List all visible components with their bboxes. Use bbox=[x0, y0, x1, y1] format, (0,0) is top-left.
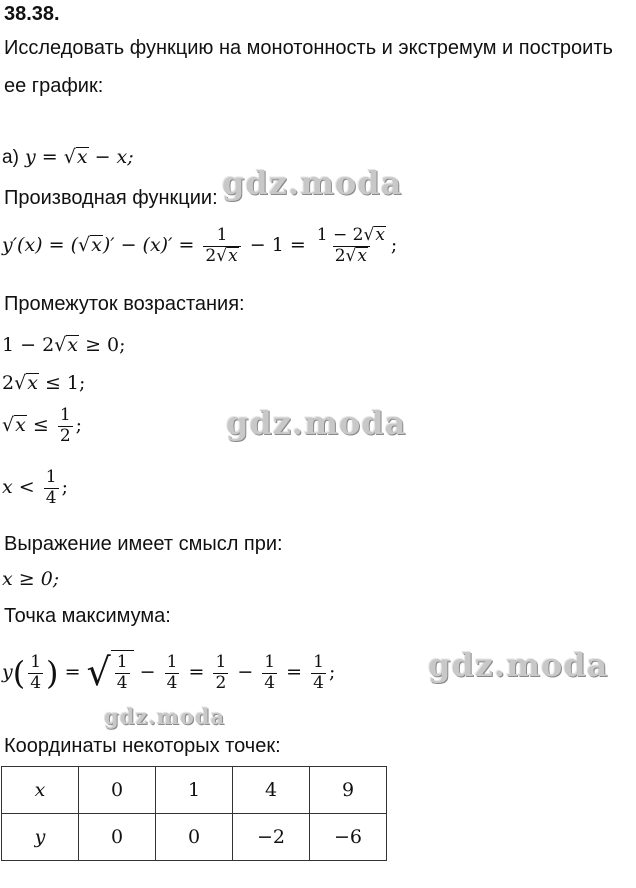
derivative-mid: )′ − (x)′ = bbox=[102, 234, 195, 257]
table-cell: 0 bbox=[79, 767, 156, 814]
derivative-sqrt-x: x bbox=[91, 234, 102, 257]
table-cell: −6 bbox=[310, 814, 387, 861]
sqrt-x: √x bbox=[63, 146, 88, 168]
task-number: 38.38. bbox=[4, 3, 60, 25]
inequality-4: x < $\frac{1}{4}$ ; bbox=[2, 467, 68, 508]
table-cell: 9 bbox=[310, 767, 387, 814]
inequality-3: √x ≤ $\frac{1}{2}$ ; bbox=[2, 405, 83, 446]
equals-sign: = bbox=[41, 146, 58, 168]
table-cell: 0 bbox=[79, 814, 156, 861]
fraction-result: $\frac{1 - 2√x}{2√x}$ bbox=[316, 225, 385, 266]
watermark: gdz.moda bbox=[226, 404, 407, 442]
task-statement-line2: ее график: bbox=[4, 75, 104, 97]
increase-heading: Промежуток возрастания: bbox=[4, 293, 245, 315]
fraction-1-over-2sqrtx: $\frac{1}{2√x}$ bbox=[203, 226, 240, 266]
minus-one: − 1 = bbox=[249, 234, 306, 257]
function-definition bbox=[2, 146, 134, 170]
domain-heading: Выражение имеет смысл при: bbox=[4, 533, 283, 555]
watermark: gdz.moda bbox=[222, 164, 403, 202]
table-cell-x-label: x bbox=[2, 767, 79, 814]
maximum-heading: Точка максимума: bbox=[4, 605, 171, 627]
derivative-heading: Производная функции: bbox=[4, 187, 218, 209]
coordinates-table bbox=[1, 766, 387, 861]
table-cell: 0 bbox=[156, 814, 233, 861]
domain-condition: x ≥ 0; bbox=[2, 568, 60, 590]
part-label: а) bbox=[2, 147, 19, 168]
table-row-y bbox=[2, 814, 387, 861]
minus-x: − x; bbox=[94, 146, 134, 168]
table-cell: −2 bbox=[233, 814, 310, 861]
table-cell-y-label: y bbox=[2, 814, 79, 861]
table-cell: 4 bbox=[233, 767, 310, 814]
inequality-2: 2√x ≤ 1; bbox=[2, 372, 86, 394]
table-cell: 1 bbox=[156, 767, 233, 814]
table-row-x bbox=[2, 767, 387, 814]
coordinates-heading: Координаты некоторых точек: bbox=[4, 735, 281, 757]
semicolon: ; bbox=[390, 234, 398, 257]
derivative-lhs: y′(x) = ( bbox=[2, 234, 78, 257]
y-var: y bbox=[24, 146, 36, 168]
derivative-formula: y′(x) = (√x)′ − (x)′ = $\frac{1}{2√x}$ − 1 = $\frac{1 - 2√x}{2√x}$ ; bbox=[2, 225, 398, 266]
task-statement-line1: Исследовать функцию на монотонность и экстремум и построить bbox=[4, 37, 613, 59]
watermark: gdz.moda bbox=[104, 704, 226, 729]
watermark: gdz.moda bbox=[428, 646, 609, 684]
maximum-value-formula: y( $\frac{1}{4}$ ) = √ $\frac{1}{4}$ − $\frac{1}{4}$ = $\frac{1}{2}$ − $\frac{1}{4}$ = $\frac{1}{4}$ ; bbox=[2, 650, 336, 695]
inequality-1: 1 − 2√x ≥ 0; bbox=[2, 334, 126, 356]
